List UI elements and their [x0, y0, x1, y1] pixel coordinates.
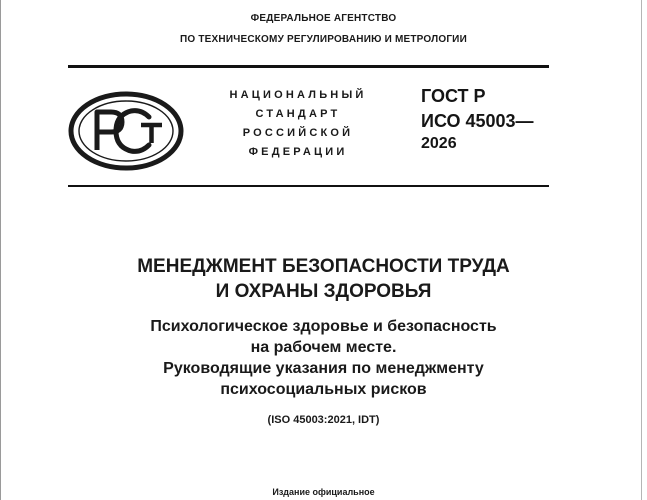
agency-name-line-2: ПО ТЕХНИЧЕСКОМУ РЕГУЛИРОВАНИЮ И МЕТРОЛОГИИ	[180, 34, 467, 45]
subtitle-line: психосоциальных рисков	[220, 381, 427, 398]
subtitle-line: Психологическое здоровье и безопасность	[150, 318, 497, 335]
header-top-rule	[68, 65, 549, 68]
designation-line-2: ИСО 45003—	[421, 111, 534, 131]
national-line: ФЕДЕРАЦИИ	[248, 146, 348, 158]
document-title	[0, 254, 647, 304]
national-standard-label	[214, 86, 382, 162]
subtitle-line: на рабочем месте.	[250, 339, 397, 356]
official-edition-label: Издание официальное	[272, 487, 375, 497]
designation-year: 2026	[421, 135, 457, 152]
title-line: И ОХРАНЫ ЗДОРОВЬЯ	[215, 281, 432, 302]
title-line: МЕНЕДЖМЕНТ БЕЗОПАСНОСТИ ТРУДА	[137, 256, 510, 277]
national-line: СТАНДАРТ	[255, 108, 341, 120]
subtitle-line: Руководящие указания по менеджменту	[163, 360, 484, 377]
designation-line-1: ГОСТ Р	[421, 86, 486, 106]
national-line: НАЦИОНАЛЬНЫЙ	[229, 89, 367, 101]
national-line: РОССИЙСКОЙ	[242, 127, 354, 139]
standard-designation	[421, 84, 534, 154]
rst-certification-mark-icon	[67, 90, 185, 172]
document-subtitle	[0, 316, 647, 400]
agency-name-line-1: ФЕДЕРАЛЬНОЕ АГЕНТСТВО	[250, 13, 397, 24]
iso-reference: (ISO 45003:2021, IDT)	[267, 414, 380, 426]
header-bottom-rule	[68, 185, 549, 187]
